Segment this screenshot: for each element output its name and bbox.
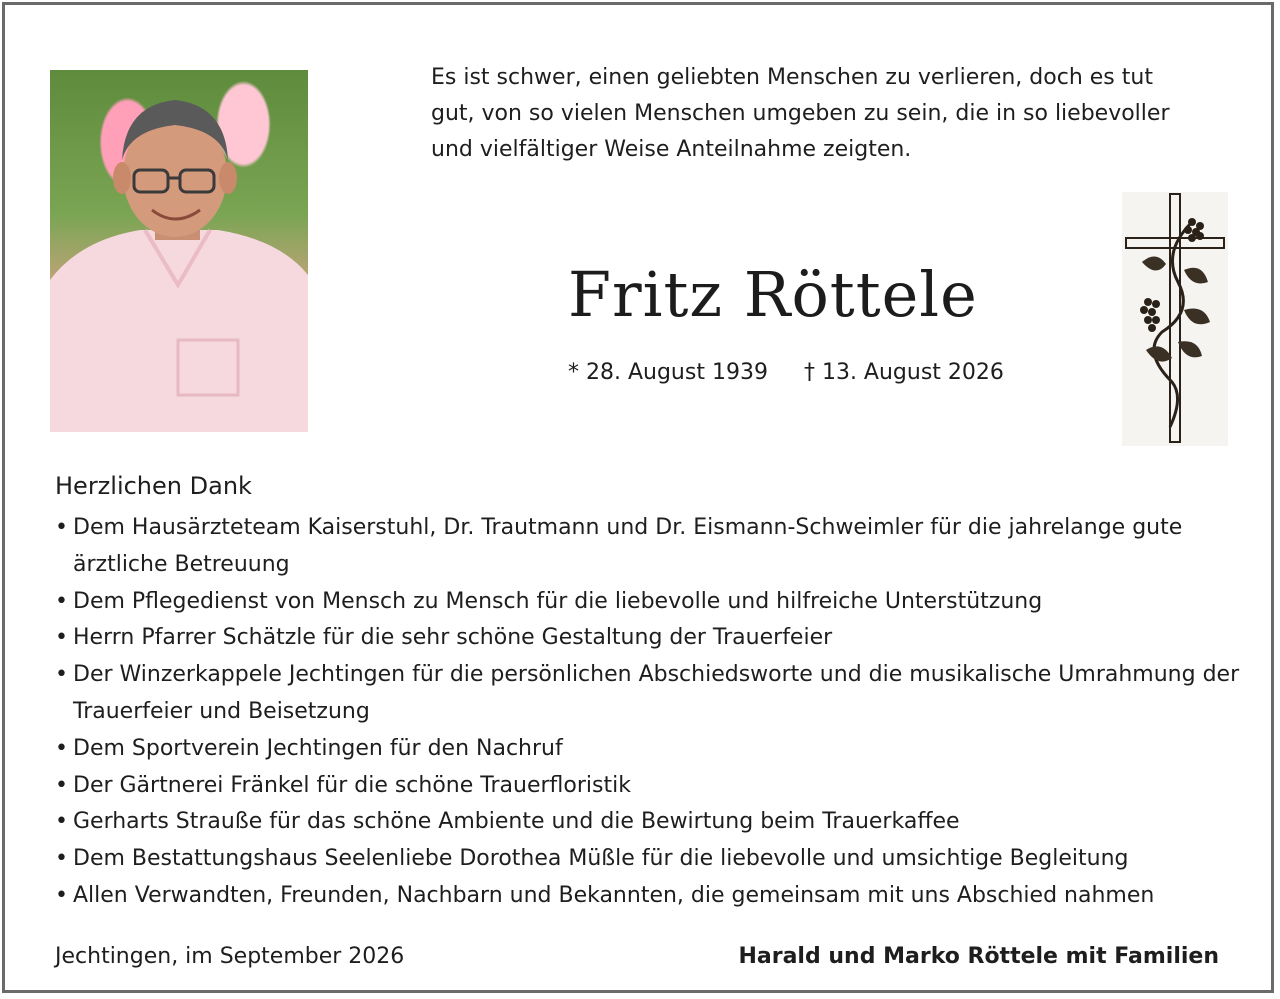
portrait-photo [50, 70, 308, 432]
birth-date: * 28. August 1939 [568, 360, 768, 385]
list-item: • Dem Bestattungshaus Seelenliebe Dorothea Müßle für die liebevolle und umsichtige Begleitung [55, 841, 1255, 878]
list-item: • Dem Pflegedienst von Mensch zu Mensch für die liebevolle und hilfreiche Unterstützung [55, 584, 1255, 621]
place-date: Jechtingen, im September 2026 [55, 944, 405, 969]
list-item: • Der Winzerkappele Jechtingen für die persönlichen Abschiedsworte und die musikalische Umrahmung der Trauerfeier und Beisetzung [55, 657, 1255, 731]
death-date: † 13. August 2026 [803, 360, 1004, 385]
life-dates [568, 360, 1004, 385]
list-item: • Gerharts Strauße für das schöne Ambiente und die Bewirtung beim Trauerkaffee [55, 804, 1255, 841]
list-item: • Herrn Pfarrer Schätzle für die sehr schöne Gestaltung der Trauerfeier [55, 620, 1255, 657]
thanks-title: Herzlichen Dank [55, 472, 252, 500]
signature: Harald und Marko Röttele mit Familien [738, 944, 1219, 969]
list-item: • Dem Sportverein Jechtingen für den Nachruf [55, 731, 1255, 768]
list-item: • Dem Hausärzteteam Kaiserstuhl, Dr. Trautmann und Dr. Eismann-Schweimler für die jahrelange gute ärztliche Betreuung [55, 510, 1255, 584]
list-item: • Allen Verwandten, Freunden, Nachbarn und Bekannten, die gemeinsam mit uns Abschied nahmen [55, 878, 1255, 915]
deceased-name: Fritz Röttele [568, 258, 978, 331]
condolence-quote: Es ist schwer, einen geliebten Menschen zu verlieren, doch es tut gut, von so vielen Menschen umgeben zu sein, die in so liebevoller und vielfältiger Weise Anteilnahme zeigten. [431, 65, 1170, 162]
thanks-list [55, 510, 1255, 915]
list-item: • Der Gärtnerei Fränkel für die schöne Trauerfloristik [55, 768, 1255, 805]
cross-with-vine-icon [1122, 192, 1228, 446]
